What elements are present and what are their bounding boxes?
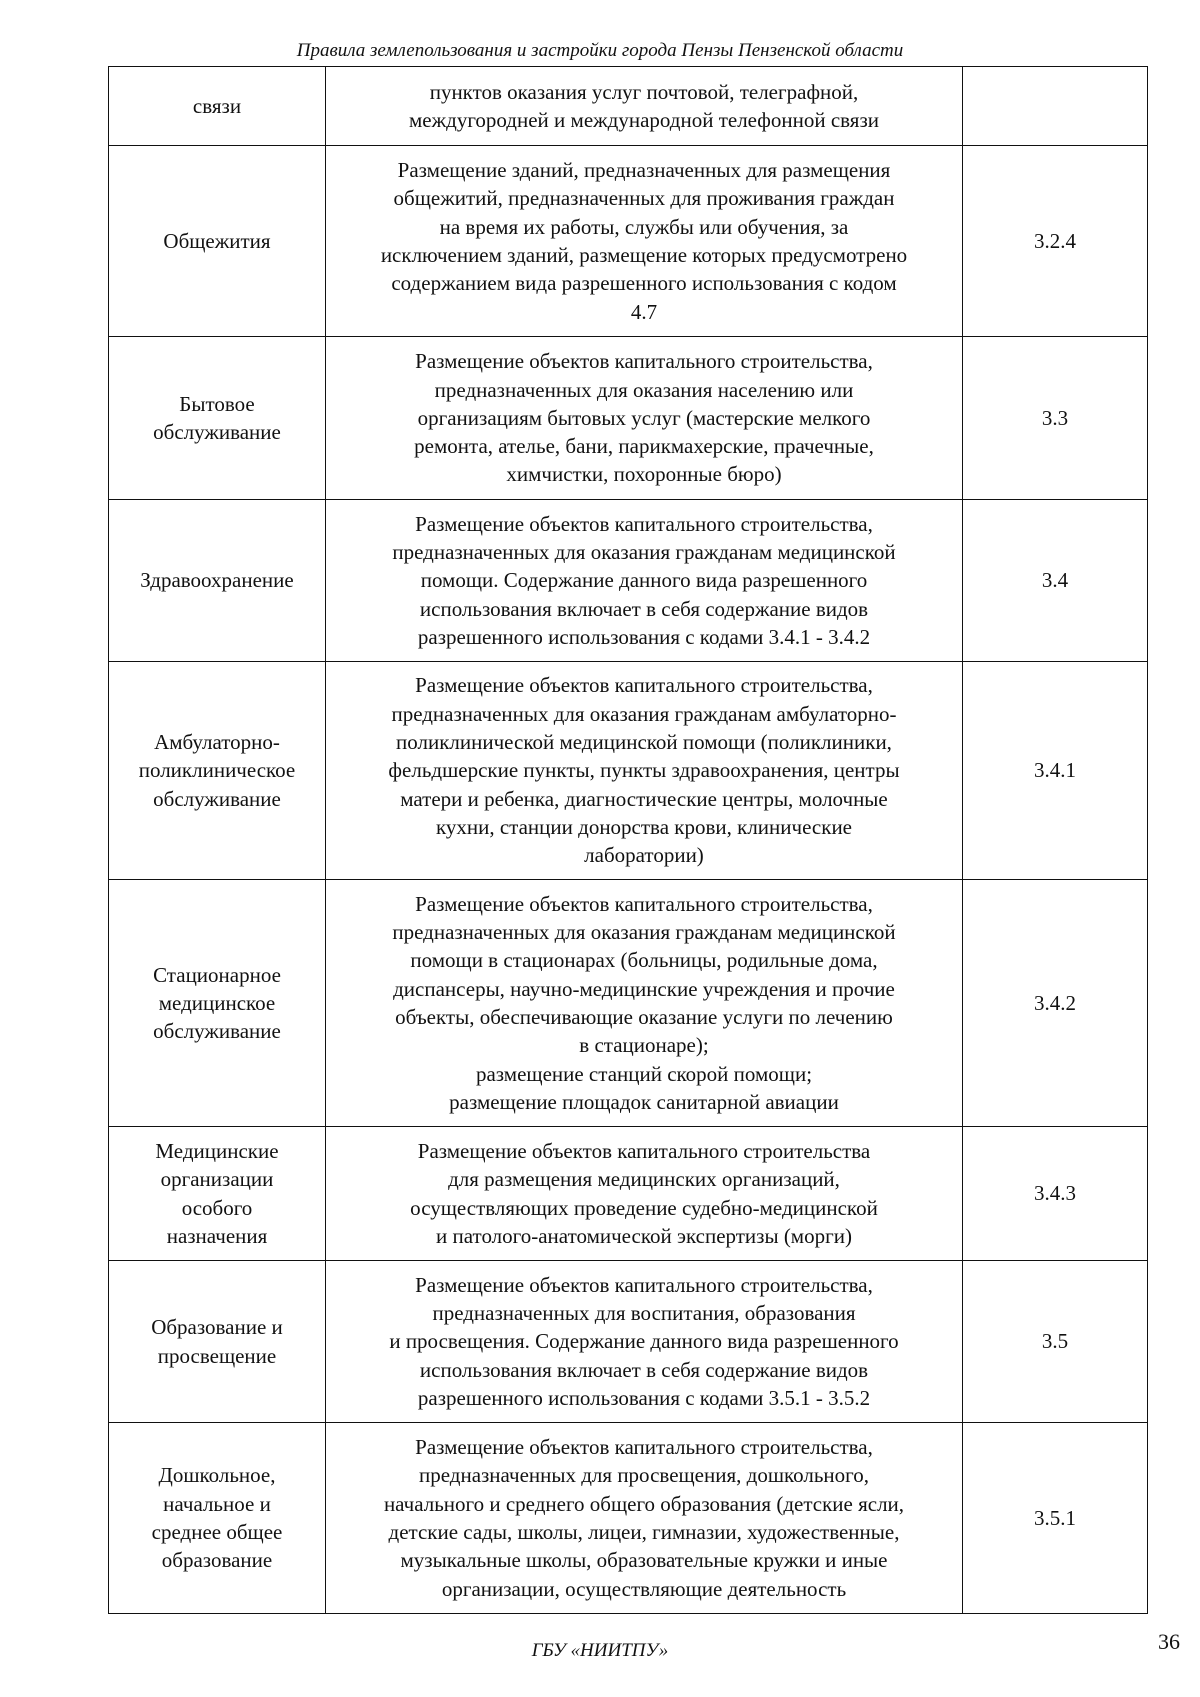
use-description: Размещение зданий, предназначенных для размещения общежитий, предназначенных для проживания граждан на время их работы, службы или обучения, за исключением зданий, размещение которых предусмотрено содержанием вида разрешенного использования с кодом 4.7 — [380, 158, 908, 324]
use-code-cell — [963, 1261, 1148, 1423]
use-description: Размещение объектов капитального строительства для размещения медицинских организаций, осуществляющих проведение судебно-медицинской и патолого-анатомической экспертизы (морги) — [410, 1138, 878, 1248]
table-row — [109, 1127, 1148, 1261]
land-use-table — [108, 66, 1148, 1614]
use-description: Размещение объектов капитального строительства, предназначенных для воспитания, образования и просвещения. Содержание данного вида разрешенного использования включает в себя содержание видов разрешенного использования с кодами 3.5.1 - 3.5.2 — [389, 1272, 899, 1410]
use-name-cell — [109, 67, 326, 146]
use-name: Амбулаторно- поликлиническое обслуживание — [138, 730, 296, 811]
use-code: 3.4.3 — [1034, 1181, 1076, 1206]
use-description-cell — [326, 1127, 963, 1261]
table-row — [109, 1261, 1148, 1423]
use-name-cell — [109, 1261, 326, 1423]
use-code-cell — [963, 67, 1148, 146]
use-code-cell — [963, 500, 1148, 662]
table-row — [109, 1423, 1148, 1614]
use-name: Бытовое обслуживание — [153, 391, 281, 444]
use-name-cell — [109, 1423, 326, 1614]
use-code-cell — [963, 337, 1148, 500]
table-row — [109, 880, 1148, 1127]
table-row — [109, 67, 1148, 146]
use-name-cell — [109, 500, 326, 662]
use-code-cell — [963, 1423, 1148, 1614]
use-code-cell — [963, 1127, 1148, 1261]
use-code: 3.4 — [1041, 568, 1069, 593]
use-code-cell — [963, 146, 1148, 337]
use-name-cell — [109, 880, 326, 1127]
use-code: 3.4.1 — [1034, 758, 1076, 783]
use-name: Медицинские организации особого назначения — [155, 1138, 279, 1248]
use-name: Дошкольное, начальное и среднее общее образование — [151, 1463, 283, 1573]
use-name: связи — [192, 93, 242, 118]
page-number: 36 — [1158, 1629, 1180, 1654]
use-description-cell — [326, 337, 963, 500]
use-name: Образование и просвещение — [151, 1315, 283, 1368]
use-code: 3.5.1 — [1034, 1505, 1076, 1530]
use-description-cell — [326, 880, 963, 1127]
table-row — [109, 337, 1148, 500]
use-code: 3.5 — [1041, 1329, 1069, 1354]
use-description-cell — [326, 67, 963, 146]
use-code: 3.3 — [1041, 405, 1069, 430]
table-row — [109, 146, 1148, 337]
use-description-cell — [326, 146, 963, 337]
use-name-cell — [109, 1127, 326, 1261]
use-description-cell — [326, 662, 963, 880]
use-description: Размещение объектов капитального строительства, предназначенных для просвещения, дошкольного, начального и среднего общего образования (детские ясли, детские сады, школы, лицеи, гимназии, художественные, музыкальные школы, образовательные кружки и иные организации, осуществляющие деятельность — [383, 1435, 905, 1601]
use-name-cell — [109, 146, 326, 337]
use-name: Стационарное медицинское обслуживание — [153, 962, 281, 1044]
use-description: Размещение объектов капитального строительства, предназначенных для оказания гражданам медицинской помощи. Содержание данного вида разрешенного использования включает в себя содержание видов разрешенного использования с кодами 3.4.1 - 3.4.2 — [392, 511, 896, 649]
use-name-cell — [109, 662, 326, 880]
use-code-cell — [963, 880, 1148, 1127]
use-description-cell — [326, 1423, 963, 1614]
use-description-cell — [326, 500, 963, 662]
use-name-cell — [109, 337, 326, 500]
page-header: Правила землепользования и застройки города Пензы Пензенской области — [296, 40, 904, 61]
use-description: пунктов оказания услуг почтовой, телеграфной, междугородней и международной телефонной связи — [409, 79, 879, 132]
use-name: Здравоохранение — [140, 568, 294, 593]
use-description-cell — [326, 1261, 963, 1423]
table-row — [109, 662, 1148, 880]
use-description: Размещение объектов капитального строительства, предназначенных для оказания населению или организациям бытовых услуг (мастерские мелкого ремонта, ателье, бани, парикмахерские, прачечные, химчистки, похоронные бюро) — [414, 349, 874, 487]
use-description: Размещение объектов капитального строительства, предназначенных для оказания гражданам амбулаторно- поликлинической медицинской помощи (поликлиники, фельдшерские пункты, пункты здравоохранения, центры матери и ребенка, диагностические центры, молочные кухни, станции донорства крови, клинические лаборатории) — [388, 673, 900, 868]
use-name: Общежития — [163, 228, 271, 253]
page-footer: ГБУ «НИИТПУ» — [531, 1640, 669, 1661]
use-code-cell — [963, 662, 1148, 880]
table-row — [109, 500, 1148, 662]
use-code: 3.4.2 — [1034, 990, 1076, 1015]
use-description: Размещение объектов капитального строительства, предназначенных для оказания гражданам медицинской помощи в стационарах (больницы, родильные дома, диспансеры, научно-медицинские учреждения и прочие объекты, обеспечивающие оказание услуги по лечению в стационаре); размещение станций скорой помощи; размещение площадок санитарной авиации — [392, 891, 896, 1114]
use-code: 3.2.4 — [1034, 228, 1076, 253]
